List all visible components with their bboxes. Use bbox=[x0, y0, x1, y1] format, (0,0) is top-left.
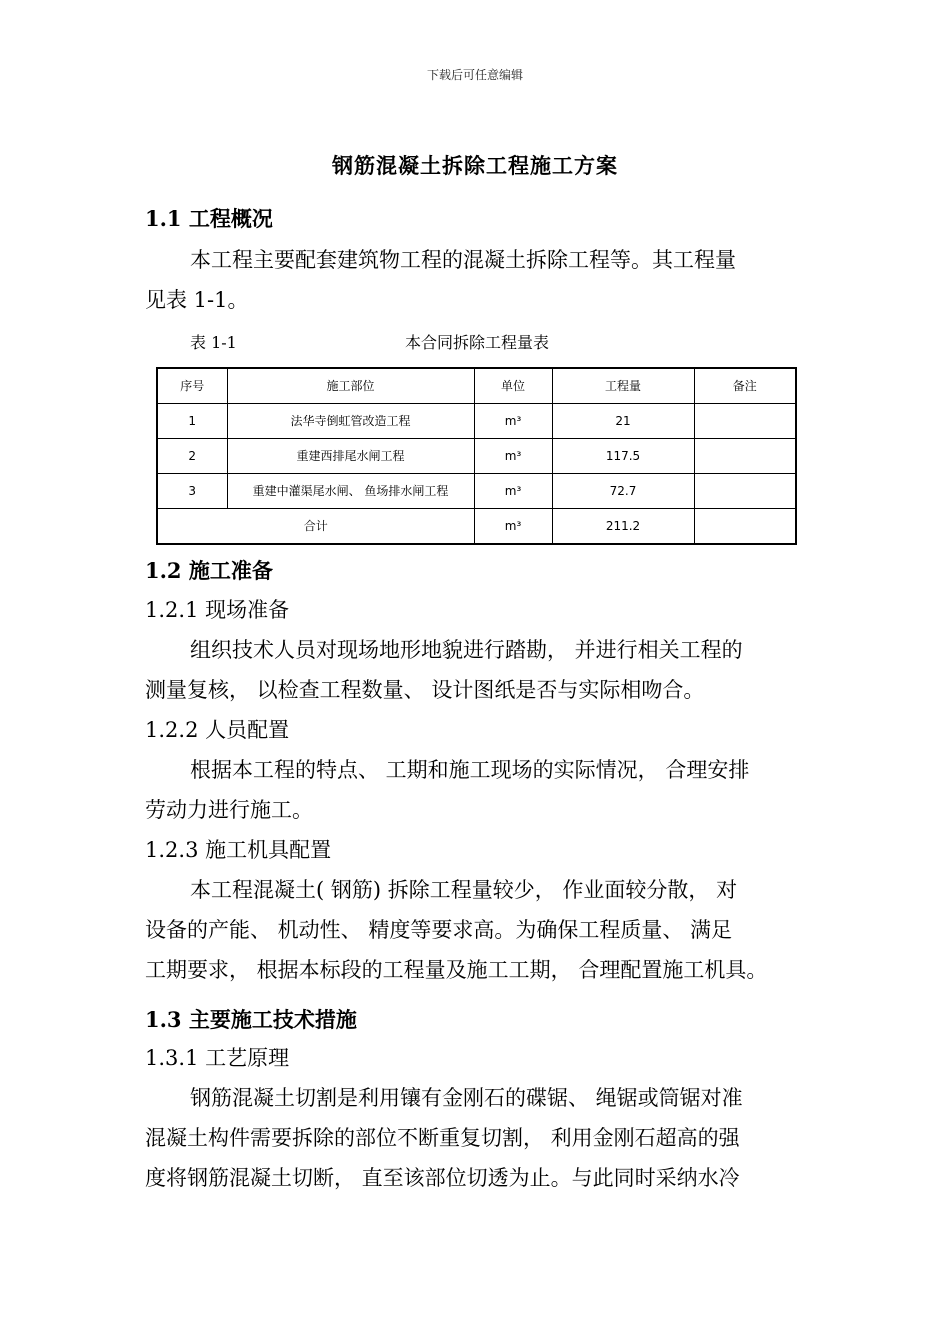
cell-qty: 72.7 bbox=[552, 474, 694, 509]
subsection-heading-1-2-1: 1.2.1 现场准备 bbox=[145, 598, 290, 622]
paragraph-line: 工期要求， 根据本标段的工程量及施工工期， 合理配置施工机具。 bbox=[145, 958, 768, 982]
paragraph-line: 劳动力进行施工。 bbox=[145, 798, 313, 822]
paragraph-line: 根据本工程的特点、 工期和施工现场的实际情况， 合理安排 bbox=[190, 758, 750, 782]
section-heading-1-2: 1.2 施工准备 bbox=[145, 558, 273, 583]
table-header-row bbox=[157, 368, 796, 404]
cell-no: 2 bbox=[157, 439, 227, 474]
paragraph-line: 本工程混凝土( 钢筋) 拆除工程量较少， 作业面较分散， 对 bbox=[190, 878, 738, 902]
column-header: 备注 bbox=[694, 368, 796, 404]
quantity-table bbox=[156, 367, 797, 545]
subsection-heading-1-2-2: 1.2.2 人员配置 bbox=[145, 718, 290, 742]
paragraph-line: 见表 1-1。 bbox=[145, 288, 249, 312]
table-row bbox=[157, 404, 796, 439]
cell-qty: 117.5 bbox=[552, 439, 694, 474]
table-caption-number: 表 1-1 bbox=[190, 333, 237, 352]
cell-unit: m³ bbox=[474, 439, 552, 474]
cell-total-label: 合计 bbox=[157, 509, 474, 545]
column-header: 单位 bbox=[474, 368, 552, 404]
section-heading-1-3: 1.3 主要施工技术措施 bbox=[145, 1007, 357, 1032]
cell-part: 重建中灌渠尾水闸、 鱼场排水闸工程 bbox=[227, 474, 474, 509]
paragraph-line: 混凝土构件需要拆除的部位不断重复切割， 利用金刚石超高的强 bbox=[145, 1126, 740, 1150]
page-header: 下载后可任意编辑 bbox=[426, 68, 523, 82]
cell-unit: m³ bbox=[474, 474, 552, 509]
cell-no: 3 bbox=[157, 474, 227, 509]
cell-no: 1 bbox=[157, 404, 227, 439]
column-header: 施工部位 bbox=[227, 368, 474, 404]
cell-qty: 21 bbox=[552, 404, 694, 439]
column-header: 序号 bbox=[157, 368, 227, 404]
cell-note bbox=[694, 474, 796, 509]
cell-qty: 211.2 bbox=[552, 509, 694, 545]
paragraph-line: 度将钢筋混凝土切断， 直至该部位切透为止。与此同时采纳水冷 bbox=[145, 1166, 740, 1190]
column-header: 工程量 bbox=[552, 368, 694, 404]
paragraph-line: 设备的产能、 机动性、 精度等要求高。为确保工程质量、 满足 bbox=[145, 918, 733, 942]
table-total-row bbox=[157, 509, 796, 545]
table-row bbox=[157, 439, 796, 474]
document-title: 钢筋混凝土拆除工程施工方案 bbox=[332, 153, 618, 178]
cell-part: 法华寺倒虹管改造工程 bbox=[227, 404, 474, 439]
cell-note bbox=[694, 404, 796, 439]
cell-unit: m³ bbox=[474, 509, 552, 545]
paragraph-line: 测量复核， 以检查工程数量、 设计图纸是否与实际相吻合。 bbox=[145, 678, 705, 702]
paragraph-line: 钢筋混凝土切割是利用镶有金刚石的碟锯、 绳锯或筒锯对准 bbox=[190, 1086, 743, 1110]
subsection-heading-1-2-3: 1.2.3 施工机具配置 bbox=[145, 838, 332, 862]
cell-part: 重建西排尾水闸工程 bbox=[227, 439, 474, 474]
section-heading-1-1: 1.1 工程概况 bbox=[145, 206, 273, 231]
table-caption-title: 本合同拆除工程量表 bbox=[405, 333, 550, 352]
table-row bbox=[157, 474, 796, 509]
cell-unit: m³ bbox=[474, 404, 552, 439]
subsection-heading-1-3-1: 1.3.1 工艺原理 bbox=[145, 1046, 290, 1070]
paragraph-line: 组织技术人员对现场地形地貌进行踏勘， 并进行相关工程的 bbox=[190, 638, 743, 662]
cell-note bbox=[694, 509, 796, 545]
paragraph-line: 本工程主要配套建筑物工程的混凝土拆除工程等。其工程量 bbox=[190, 248, 736, 272]
cell-note bbox=[694, 439, 796, 474]
